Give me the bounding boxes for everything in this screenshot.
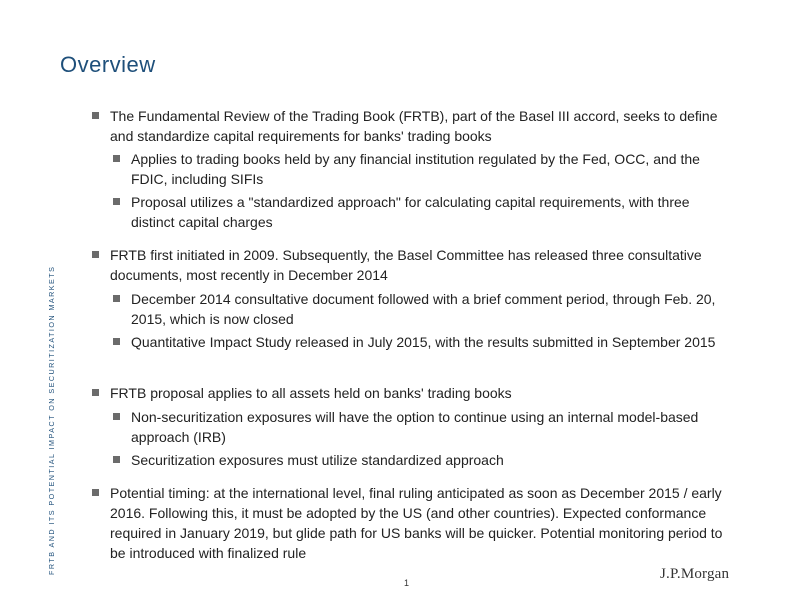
bullet-square-icon — [113, 198, 120, 205]
page-number: 1 — [404, 578, 410, 588]
bullet-square-icon — [92, 112, 99, 119]
bullet-square-icon — [92, 489, 99, 496]
bullet-text: Quantitative Impact Study released in July 2015, with the results submitted in September 2015 — [131, 334, 716, 350]
jpmorgan-logo: J.P.Morgan — [660, 566, 730, 582]
sub-bullet-non-securitization — [131, 407, 731, 447]
bullet-text: December 2014 consultative document followed with a brief comment period, through Feb. 20, 2015, which is now closed — [131, 291, 716, 327]
bullet-frtb-history — [110, 245, 735, 285]
bullet-text: FRTB proposal applies to all assets held on banks' trading books — [110, 385, 512, 401]
bullet-frtb-scope — [110, 383, 735, 403]
bullet-text: The Fundamental Review of the Trading Book (FRTB), part of the Basel III accord, seeks to define and standardize capital requirements for banks' trading books — [110, 108, 718, 144]
bullet-square-icon — [113, 295, 120, 302]
bullet-text: Non-securitization exposures will have the option to continue using an internal model-based approach (IRB) — [131, 409, 699, 445]
sub-bullet-applies — [131, 149, 731, 189]
sub-bullet-dec-2014 — [131, 289, 731, 329]
bullet-square-icon — [113, 155, 120, 162]
sub-bullet-securitization — [131, 450, 731, 470]
bullet-text: Proposal utilizes a "standardized approach" for calculating capital requirements, with three distinct capital charges — [131, 194, 690, 230]
bullet-text: Securitization exposures must utilize standardized approach — [131, 452, 504, 468]
side-label: FRTB AND ITS POTENTIAL IMPACT ON SECURITIZATION MARKETS — [47, 265, 56, 575]
bullet-text: FRTB first initiated in 2009. Subsequently, the Basel Committee has released three consultative documents, most recently in December 2014 — [110, 247, 702, 283]
bullet-square-icon — [113, 413, 120, 420]
bullet-text: Applies to trading books held by any financial institution regulated by the Fed, OCC, and the FDIC, including SIFIs — [131, 151, 700, 187]
bullet-text: Potential timing: at the international level, final ruling anticipated as soon as December 2015 / early 2016. Following this, it must be adopted by the US (and other countries). Expected conformance required in January 2019, but glide path for US banks will be quicker. Potential monitoring period to be introduced with finalized rule — [110, 485, 723, 561]
bullet-square-icon — [92, 389, 99, 396]
bullet-potential-timing — [110, 483, 735, 563]
bullet-square-icon — [113, 338, 120, 345]
bullet-frtb-overview — [110, 106, 735, 146]
sub-bullet-proposal — [131, 192, 731, 232]
bullet-square-icon — [92, 251, 99, 258]
slide-title: Overview — [60, 52, 156, 77]
sub-bullet-qis — [131, 332, 731, 352]
bullet-square-icon — [113, 456, 120, 463]
